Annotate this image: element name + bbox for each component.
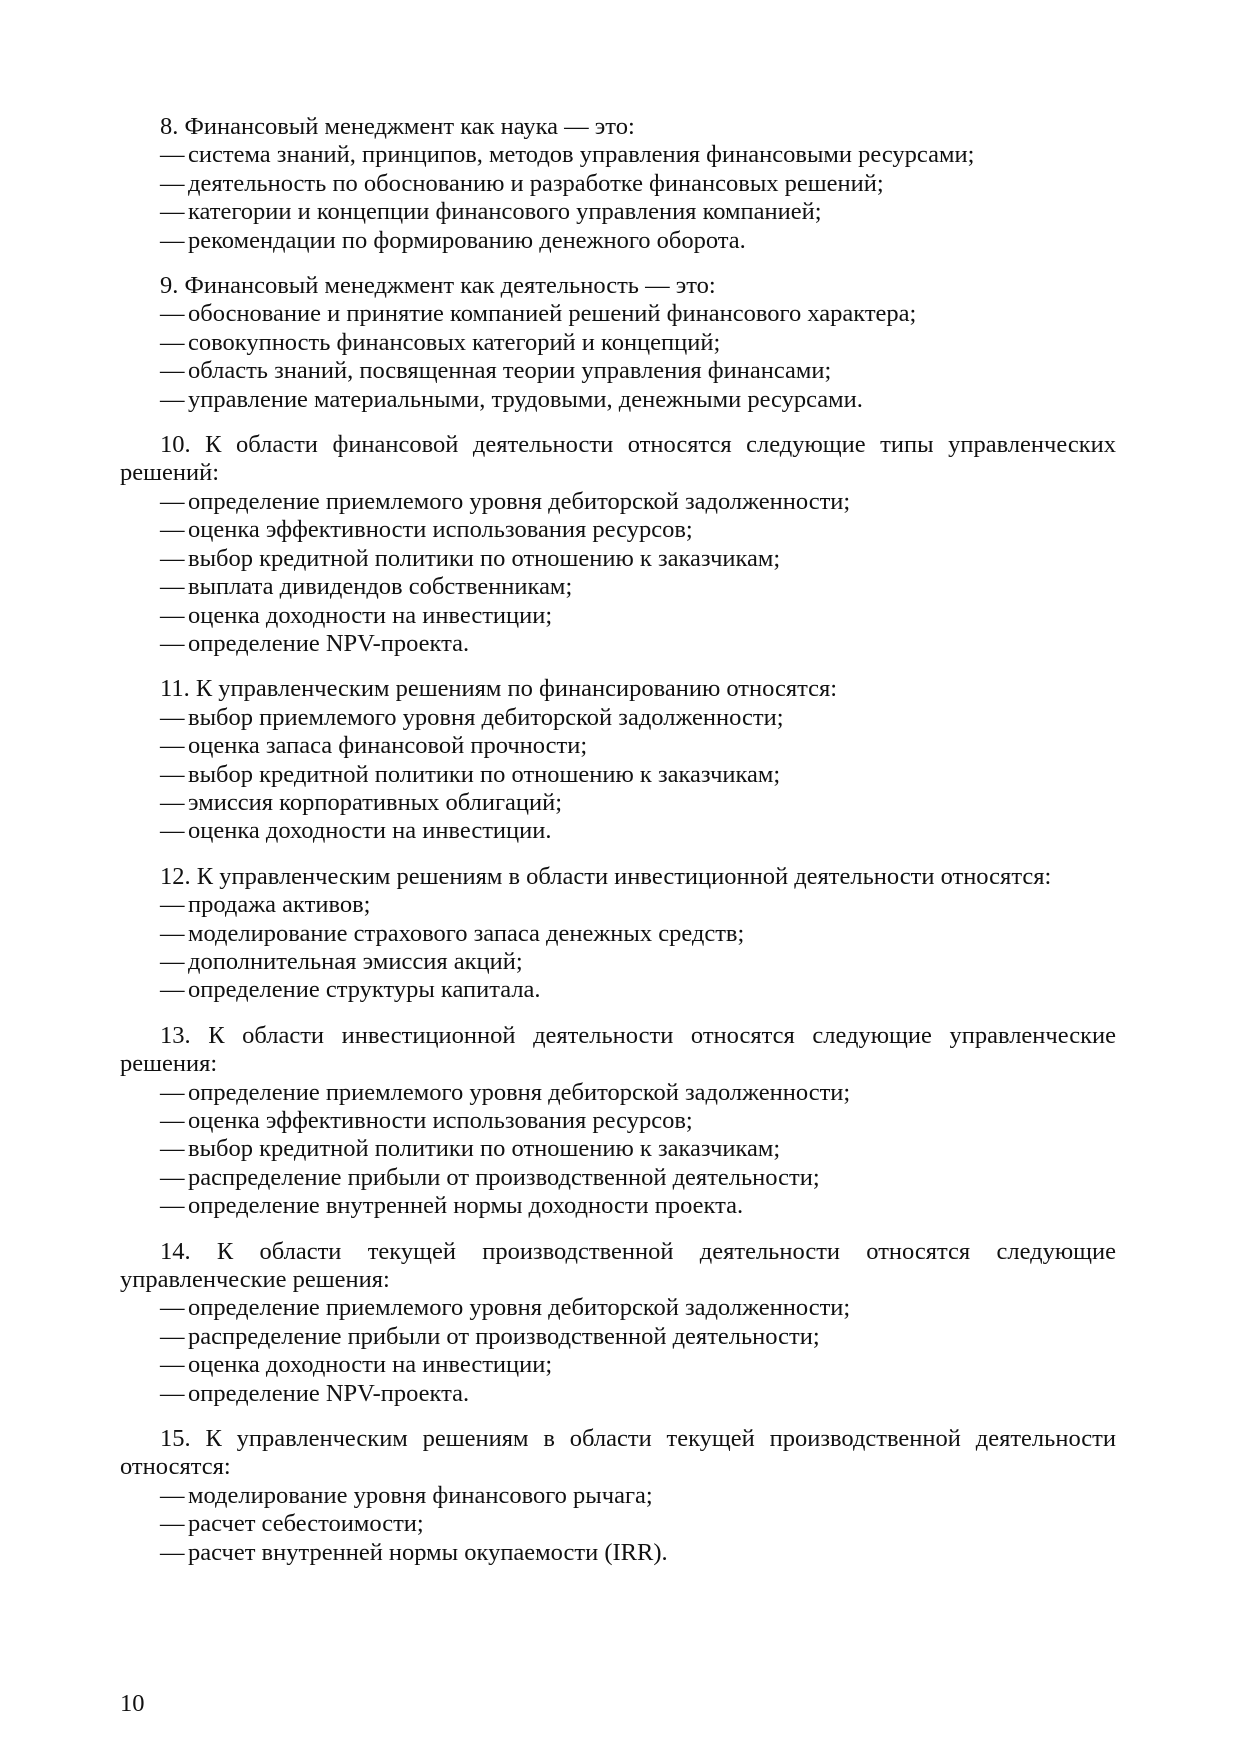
answer-option: [120, 198, 1116, 226]
answer-option-text: выбор кредитной политики по отношению к заказчикам;: [188, 1135, 781, 1163]
answer-option-text: деятельность по обоснованию и разработке финансовых решений;: [188, 169, 884, 197]
answer-option: [120, 1164, 1116, 1192]
answer-option-text: распределение прибыли от производственной деятельности;: [188, 1322, 820, 1350]
answer-option: [120, 761, 1116, 789]
question-title: 14. К области текущей производственной деятельности относятся следующие управленческие решения:: [120, 1237, 1116, 1294]
answer-option-text: категории и концепции финансового управления компанией;: [188, 198, 822, 226]
answer-option: [120, 891, 1116, 919]
question-title: 8. Финансовый менеджмент как наука — это:: [160, 113, 635, 140]
answer-option: [120, 1192, 1116, 1220]
dash-marker: —: [160, 516, 185, 544]
dash-marker: —: [160, 300, 185, 328]
dash-marker: —: [160, 1322, 185, 1350]
answer-option: [120, 386, 1116, 414]
answer-option: [120, 1482, 1116, 1510]
dash-marker: —: [160, 198, 185, 226]
answer-option: [120, 1107, 1116, 1135]
answer-option-text: определение приемлемого уровня дебиторской задолженности;: [188, 1294, 851, 1322]
answer-option-text: оценка доходности на инвестиции.: [188, 817, 552, 845]
dash-marker: —: [160, 487, 185, 515]
answer-option-text: моделирование уровня финансового рычага;: [188, 1481, 653, 1509]
answer-option-text: обоснование и принятие компанией решений финансового характера;: [188, 300, 917, 328]
answer-option-text: оценка доходности на инвестиции;: [188, 601, 553, 629]
answer-option-text: система знаний, принципов, методов управления финансовыми ресурсами;: [188, 141, 975, 169]
answer-option-text: оценка запаса финансовой прочности;: [188, 732, 588, 760]
answer-option-text: определение NPV-проекта.: [188, 1379, 470, 1407]
dash-marker: —: [160, 891, 185, 919]
answer-option-text: совокупность финансовых категорий и концепций;: [188, 328, 721, 356]
dash-marker: —: [160, 226, 185, 254]
answer-option-text: эмиссия корпоративных облигаций;: [188, 788, 563, 816]
dash-marker: —: [160, 919, 185, 947]
answer-option-text: выбор кредитной политики по отношению к заказчикам;: [188, 544, 781, 572]
question-block: [120, 1425, 1116, 1567]
answer-option: [120, 732, 1116, 760]
answer-option-text: определение структуры капитала.: [188, 976, 541, 1004]
answer-option-text: расчет себестоимости;: [188, 1510, 424, 1538]
answer-option-text: выбор приемлемого уровня дебиторской задолженности;: [188, 703, 784, 731]
answer-option: [120, 920, 1116, 948]
question-block: [120, 675, 1116, 845]
dash-marker: —: [160, 385, 185, 413]
answer-option-text: оценка эффективности использования ресурсов;: [188, 1107, 693, 1134]
answer-option-text: определение приемлемого уровня дебиторской задолженности;: [188, 487, 851, 515]
answer-option: [120, 300, 1116, 328]
answer-option: [120, 630, 1116, 658]
answer-option: [120, 1294, 1116, 1322]
answer-option-text: определение внутренней нормы доходности проекта.: [188, 1192, 744, 1220]
dash-marker: —: [160, 788, 185, 816]
dash-marker: —: [160, 601, 185, 629]
dash-marker: —: [160, 1078, 185, 1106]
answer-option: [120, 948, 1116, 976]
dash-marker: —: [160, 1163, 185, 1191]
question-block: [120, 272, 1116, 414]
dash-marker: —: [160, 169, 185, 197]
answer-option: [120, 227, 1116, 255]
dash-marker: —: [160, 817, 185, 845]
dash-marker: —: [160, 703, 185, 731]
answer-option: [120, 704, 1116, 732]
answer-option: [120, 488, 1116, 516]
answer-option-text: выплата дивидендов собственникам;: [188, 573, 573, 601]
question-title: 15. К управленческим решениям в области текущей производственной деятельности относятся:: [120, 1425, 1116, 1481]
answer-option: [120, 817, 1116, 845]
answer-option-text: дополнительная эмиссия акций;: [188, 947, 523, 975]
question-block: [120, 113, 1116, 255]
dash-marker: —: [160, 1192, 185, 1220]
answer-option-text: моделирование страхового запаса денежных средств;: [188, 919, 745, 947]
page-number: 10: [120, 1690, 145, 1717]
answer-option: [120, 602, 1116, 630]
answer-option: [120, 1380, 1116, 1408]
answer-option: [120, 976, 1116, 1004]
dash-marker: —: [160, 947, 185, 975]
answer-option: [120, 789, 1116, 817]
answer-option-text: выбор кредитной политики по отношению к заказчикам;: [188, 760, 781, 788]
answer-option: [120, 516, 1116, 544]
dash-marker: —: [160, 629, 185, 657]
answer-option: [120, 141, 1116, 169]
dash-marker: —: [160, 732, 185, 760]
dash-marker: —: [160, 1351, 185, 1379]
answer-option: [120, 573, 1116, 601]
question-block: [120, 1238, 1116, 1408]
answer-option-text: оценка эффективности использования ресурсов;: [188, 516, 693, 544]
dash-marker: —: [160, 328, 185, 356]
answer-option: [120, 1323, 1116, 1351]
question-list: [120, 113, 1116, 1584]
answer-option-text: рекомендации по формированию денежного оборота.: [188, 226, 746, 254]
answer-option-text: распределение прибыли от производственной деятельности;: [188, 1163, 820, 1191]
answer-option: [120, 357, 1116, 385]
answer-option: [120, 329, 1116, 357]
answer-option-text: расчет внутренней нормы окупаемости (IRR).: [188, 1538, 668, 1566]
dash-marker: —: [160, 976, 185, 1004]
dash-marker: —: [160, 1510, 185, 1538]
dash-marker: —: [160, 1107, 185, 1134]
answer-option: [120, 1351, 1116, 1379]
question-title: 13. К области инвестиционной деятельности относятся следующие управленческие решения:: [120, 1021, 1116, 1078]
answer-option: [120, 170, 1116, 198]
answer-option-text: оценка доходности на инвестиции;: [188, 1351, 553, 1379]
answer-option-text: управление материальными, трудовыми, денежными ресурсами.: [188, 385, 863, 413]
dash-marker: —: [160, 1538, 185, 1566]
dash-marker: —: [160, 141, 185, 169]
dash-marker: —: [160, 544, 185, 572]
dash-marker: —: [160, 1481, 185, 1509]
dash-marker: —: [160, 760, 185, 788]
dash-marker: —: [160, 357, 185, 385]
answer-option-text: определение приемлемого уровня дебиторской задолженности;: [188, 1078, 851, 1106]
question-block: [120, 863, 1116, 1005]
question-title: 9. Финансовый менеджмент как деятельность — это:: [160, 272, 716, 300]
answer-option-text: продажа активов;: [188, 891, 371, 919]
answer-option-text: область знаний, посвященная теории управления финансами;: [188, 357, 832, 385]
question-title: 11. К управленческим решениям по финансированию относятся:: [160, 675, 838, 703]
answer-option: [120, 1510, 1116, 1538]
question-block: [120, 431, 1116, 658]
answer-option: [120, 545, 1116, 573]
answer-option: [120, 1079, 1116, 1107]
question-title: 10. К области финансовой деятельности относятся следующие типы управленческих решений:: [120, 431, 1116, 487]
question-title: 12. К управленческим решениям в области инвестиционной деятельности относятся:: [160, 862, 1052, 890]
answer-option: [120, 1539, 1116, 1567]
dash-marker: —: [160, 1135, 185, 1163]
dash-marker: —: [160, 573, 185, 601]
answer-option-text: определение NPV-проекта.: [188, 629, 470, 657]
question-block: [120, 1022, 1116, 1221]
dash-marker: —: [160, 1294, 185, 1322]
answer-option: [120, 1135, 1116, 1163]
dash-marker: —: [160, 1379, 185, 1407]
